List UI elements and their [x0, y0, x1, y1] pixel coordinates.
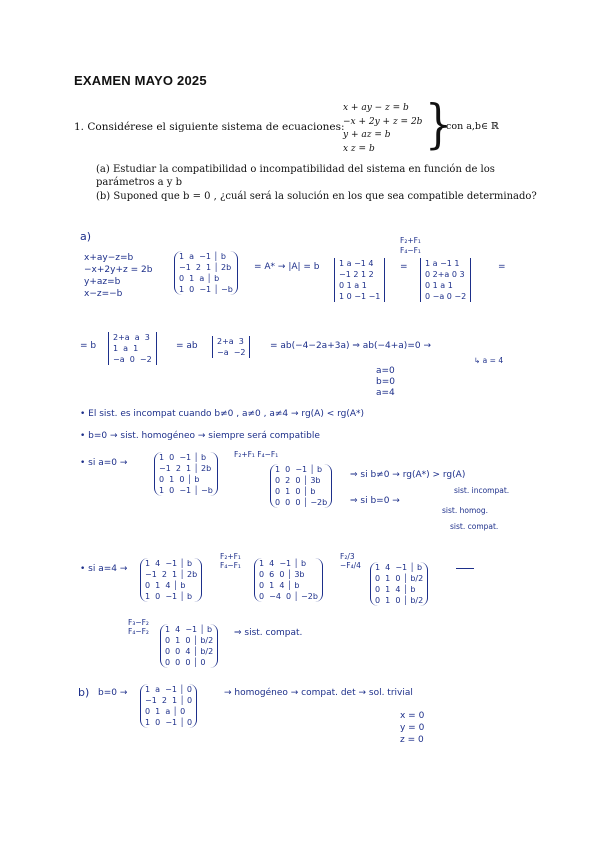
augmented-arrow-text: = A* → |A| = b [254, 262, 320, 272]
matrix-row: 0 1 4 │ b [259, 581, 300, 590]
case-a4-label: • si a=4 → [80, 564, 128, 574]
equals-sign: = [400, 262, 408, 272]
matrix-row: 1 0 −1 │ b [275, 465, 323, 474]
case-a0-matrix-1 [154, 452, 218, 496]
page-title: EXAMEN MAYO 2025 [74, 73, 207, 88]
equals-end: = [498, 262, 506, 272]
matrix-row: 0 1 a 1 [339, 281, 367, 290]
matrix-row: 1 4 −1 │ b [165, 625, 213, 634]
part-a-statement [96, 163, 556, 189]
matrix-row: 1 0 −1 −1 [339, 292, 381, 301]
matrix-row: 1 4 −1 │ b [259, 559, 307, 568]
question-intro: Considérese el siguiente sistema de ecuaciones: [87, 121, 345, 133]
case-a0-compat: sist. compat. [450, 522, 499, 531]
matrix-row: 0 1 0 │ b/2 [165, 636, 214, 645]
part-b-text: Suponed que b = 0 , ¿cuál será la solución en los que sea compatible determinado? [113, 191, 537, 202]
matrix-row: −1 2 1 │ 2b [179, 263, 232, 272]
incompatible-note: • El sist. es incompat cuando b≠0 , a≠0 , a≠4 → rg(A) < rg(A*) [80, 409, 365, 419]
matrix-row: 1 0 −1 │ b [145, 592, 193, 601]
matrix-row: 0 −4 0 │ −2b [259, 592, 318, 601]
matrix-row: 0 1 a │ 0 [145, 707, 186, 716]
matrix-row: −1 2 1 2 [339, 270, 374, 279]
solution-b-chain: → homogéneo → compat. det → sol. trivial [224, 688, 413, 698]
written-equation: y+az=b [84, 277, 121, 287]
case-a0-matrix-2 [270, 464, 332, 508]
expansion-mid: = ab [176, 341, 198, 351]
homogeneous-note: • b=0 → sist. homogéneo → siempre será compatible [80, 431, 320, 441]
solution-b-label: b) [78, 686, 90, 699]
matrix-row: 1 4 −1 │ b [375, 563, 423, 572]
matrix-row: 0 1 a 1 [425, 281, 453, 290]
matrix-row: 2+a 3 [217, 337, 244, 346]
case-a4-result: ⇒ sist. compat. [234, 628, 303, 638]
determinant-1 [334, 258, 385, 302]
equation-line: −x + 2y + z = 2b [343, 116, 423, 127]
matrix-row: 1 0 −1 │ b [159, 453, 207, 462]
part-b-statement [96, 191, 566, 202]
part-b-label: (b) [96, 191, 111, 202]
matrix-row: 0 1 4 │ b [375, 585, 416, 594]
written-equation: −x+2y+z = 2b [84, 265, 153, 275]
matrix-row: 0 1 0 │ b/2 [375, 574, 424, 583]
row-operation: F₃−F₂ F₄−F₂ [128, 618, 149, 636]
matrix-row: 1 0 −1 │ −b [179, 285, 233, 294]
case-a4-matrix-1 [140, 558, 202, 602]
row-operation: F₄−F₁ [400, 246, 421, 255]
determinant-2 [420, 258, 471, 302]
solution-value: x = 0 [400, 711, 425, 721]
matrix-row: −a −2 [217, 348, 246, 357]
case-a4-matrix-2 [254, 558, 323, 602]
matrix-row: −1 2 1 │ 2b [145, 570, 198, 579]
trivial-solution [400, 710, 424, 746]
matrix-row: 1 0 −1 │ −b [159, 486, 213, 495]
matrix-row: 0 0 4 │ b/2 [165, 647, 214, 656]
row-operation: F₂+F₁ F₄−F₁ [234, 450, 279, 459]
parameter-condition: , con a,b∈ ℝ [440, 121, 499, 132]
matrix-row: 0 0 0 │ 0 [165, 658, 206, 667]
question-number: 1. [74, 121, 85, 133]
root-value: a=0 [376, 366, 395, 376]
root-a4: ↳ a = 4 [474, 356, 504, 365]
part-a-text: Estudiar la compatibilidad o incompatibilidad del sistema en función de los parámetros a y b [96, 164, 495, 188]
matrix-row: 0 2 0 │ 3b [275, 476, 321, 485]
case-a0-incompat: sist. incompat. [454, 486, 510, 495]
row-operation: F₂/3 −F₄/4 [340, 552, 361, 570]
case-a0-result-2: ⇒ si b=0 → [350, 496, 400, 506]
determinant-expression: = ab(−4−2a+3a) ⇒ ab(−4+a)=0 → [270, 341, 431, 351]
determinant-4 [212, 336, 250, 358]
question-1-statement [74, 121, 345, 133]
solution-b-matrix [140, 684, 197, 728]
matrix-row: 0 2+a 0 3 [425, 270, 465, 279]
matrix-row: 0 −a 0 −2 [425, 292, 467, 301]
matrix-row: 0 0 0 │ −2b [275, 498, 328, 507]
augmented-matrix [174, 251, 238, 295]
matrix-row: 0 1 4 │ b [145, 581, 186, 590]
handwritten-solution-a4-b [74, 548, 566, 748]
continuation-arrow [456, 568, 474, 569]
system-brace: } [425, 93, 452, 155]
row-operation: F₂+F₁ F₄−F₁ [220, 552, 241, 570]
root-value: b=0 [376, 377, 395, 387]
matrix-row: 1 a −1 │ 0 [145, 685, 192, 694]
solution-a-label: a) [80, 230, 92, 243]
solution-b-intro: b=0 → [98, 688, 128, 698]
written-equation: x+ay−z=b [84, 253, 134, 263]
matrix-row: 2+a a 3 [113, 333, 150, 342]
solution-value: z = 0 [400, 735, 424, 745]
matrix-row: −1 2 1 │ 2b [159, 464, 212, 473]
roots-list [376, 366, 395, 399]
matrix-row: 1 a −1 4 [339, 259, 374, 268]
matrix-row: 0 1 0 │ b/2 [375, 596, 424, 605]
equation-line: x + ay − z = b [343, 103, 409, 113]
matrix-row: 0 1 0 │ b [159, 475, 200, 484]
equation-line: x z = b [343, 143, 375, 154]
matrix-row: 1 4 −1 │ b [145, 559, 193, 568]
root-value: a=4 [376, 388, 395, 398]
determinant-3 [108, 332, 157, 365]
case-a0-label: • si a=0 → [80, 458, 128, 468]
part-a-label: (a) [96, 164, 110, 175]
matrix-row: 0 6 0 │ 3b [259, 570, 305, 579]
equation-system [343, 102, 422, 156]
case-a0-result-1: ⇒ si b≠0 → rg(A*) > rg(A) [350, 470, 466, 480]
handwritten-solution-a [74, 228, 566, 540]
matrix-row: 1 a −1 1 [425, 259, 460, 268]
written-equation: x−z=−b [84, 289, 123, 299]
matrix-row: 1 0 −1 │ 0 [145, 718, 193, 727]
matrix-row: 0 1 a │ b [179, 274, 220, 283]
matrix-row: 1 a 1 [113, 344, 139, 353]
matrix-row: −1 2 1 │ 0 [145, 696, 193, 705]
matrix-row: −a 0 −2 [113, 355, 152, 364]
matrix-row: 0 1 0 │ b [275, 487, 316, 496]
expansion-start: = b [80, 341, 97, 351]
written-system [84, 252, 152, 300]
matrix-row: 1 a −1 │ b [179, 252, 226, 261]
solution-value: y = 0 [400, 723, 425, 733]
case-a0-homog: sist. homog. [442, 506, 488, 515]
equation-line: y + az = b [343, 130, 391, 140]
row-operation: F₂+F₁ [400, 236, 421, 245]
case-a4-matrix-3 [370, 562, 428, 606]
case-a4-matrix-4 [160, 624, 218, 668]
